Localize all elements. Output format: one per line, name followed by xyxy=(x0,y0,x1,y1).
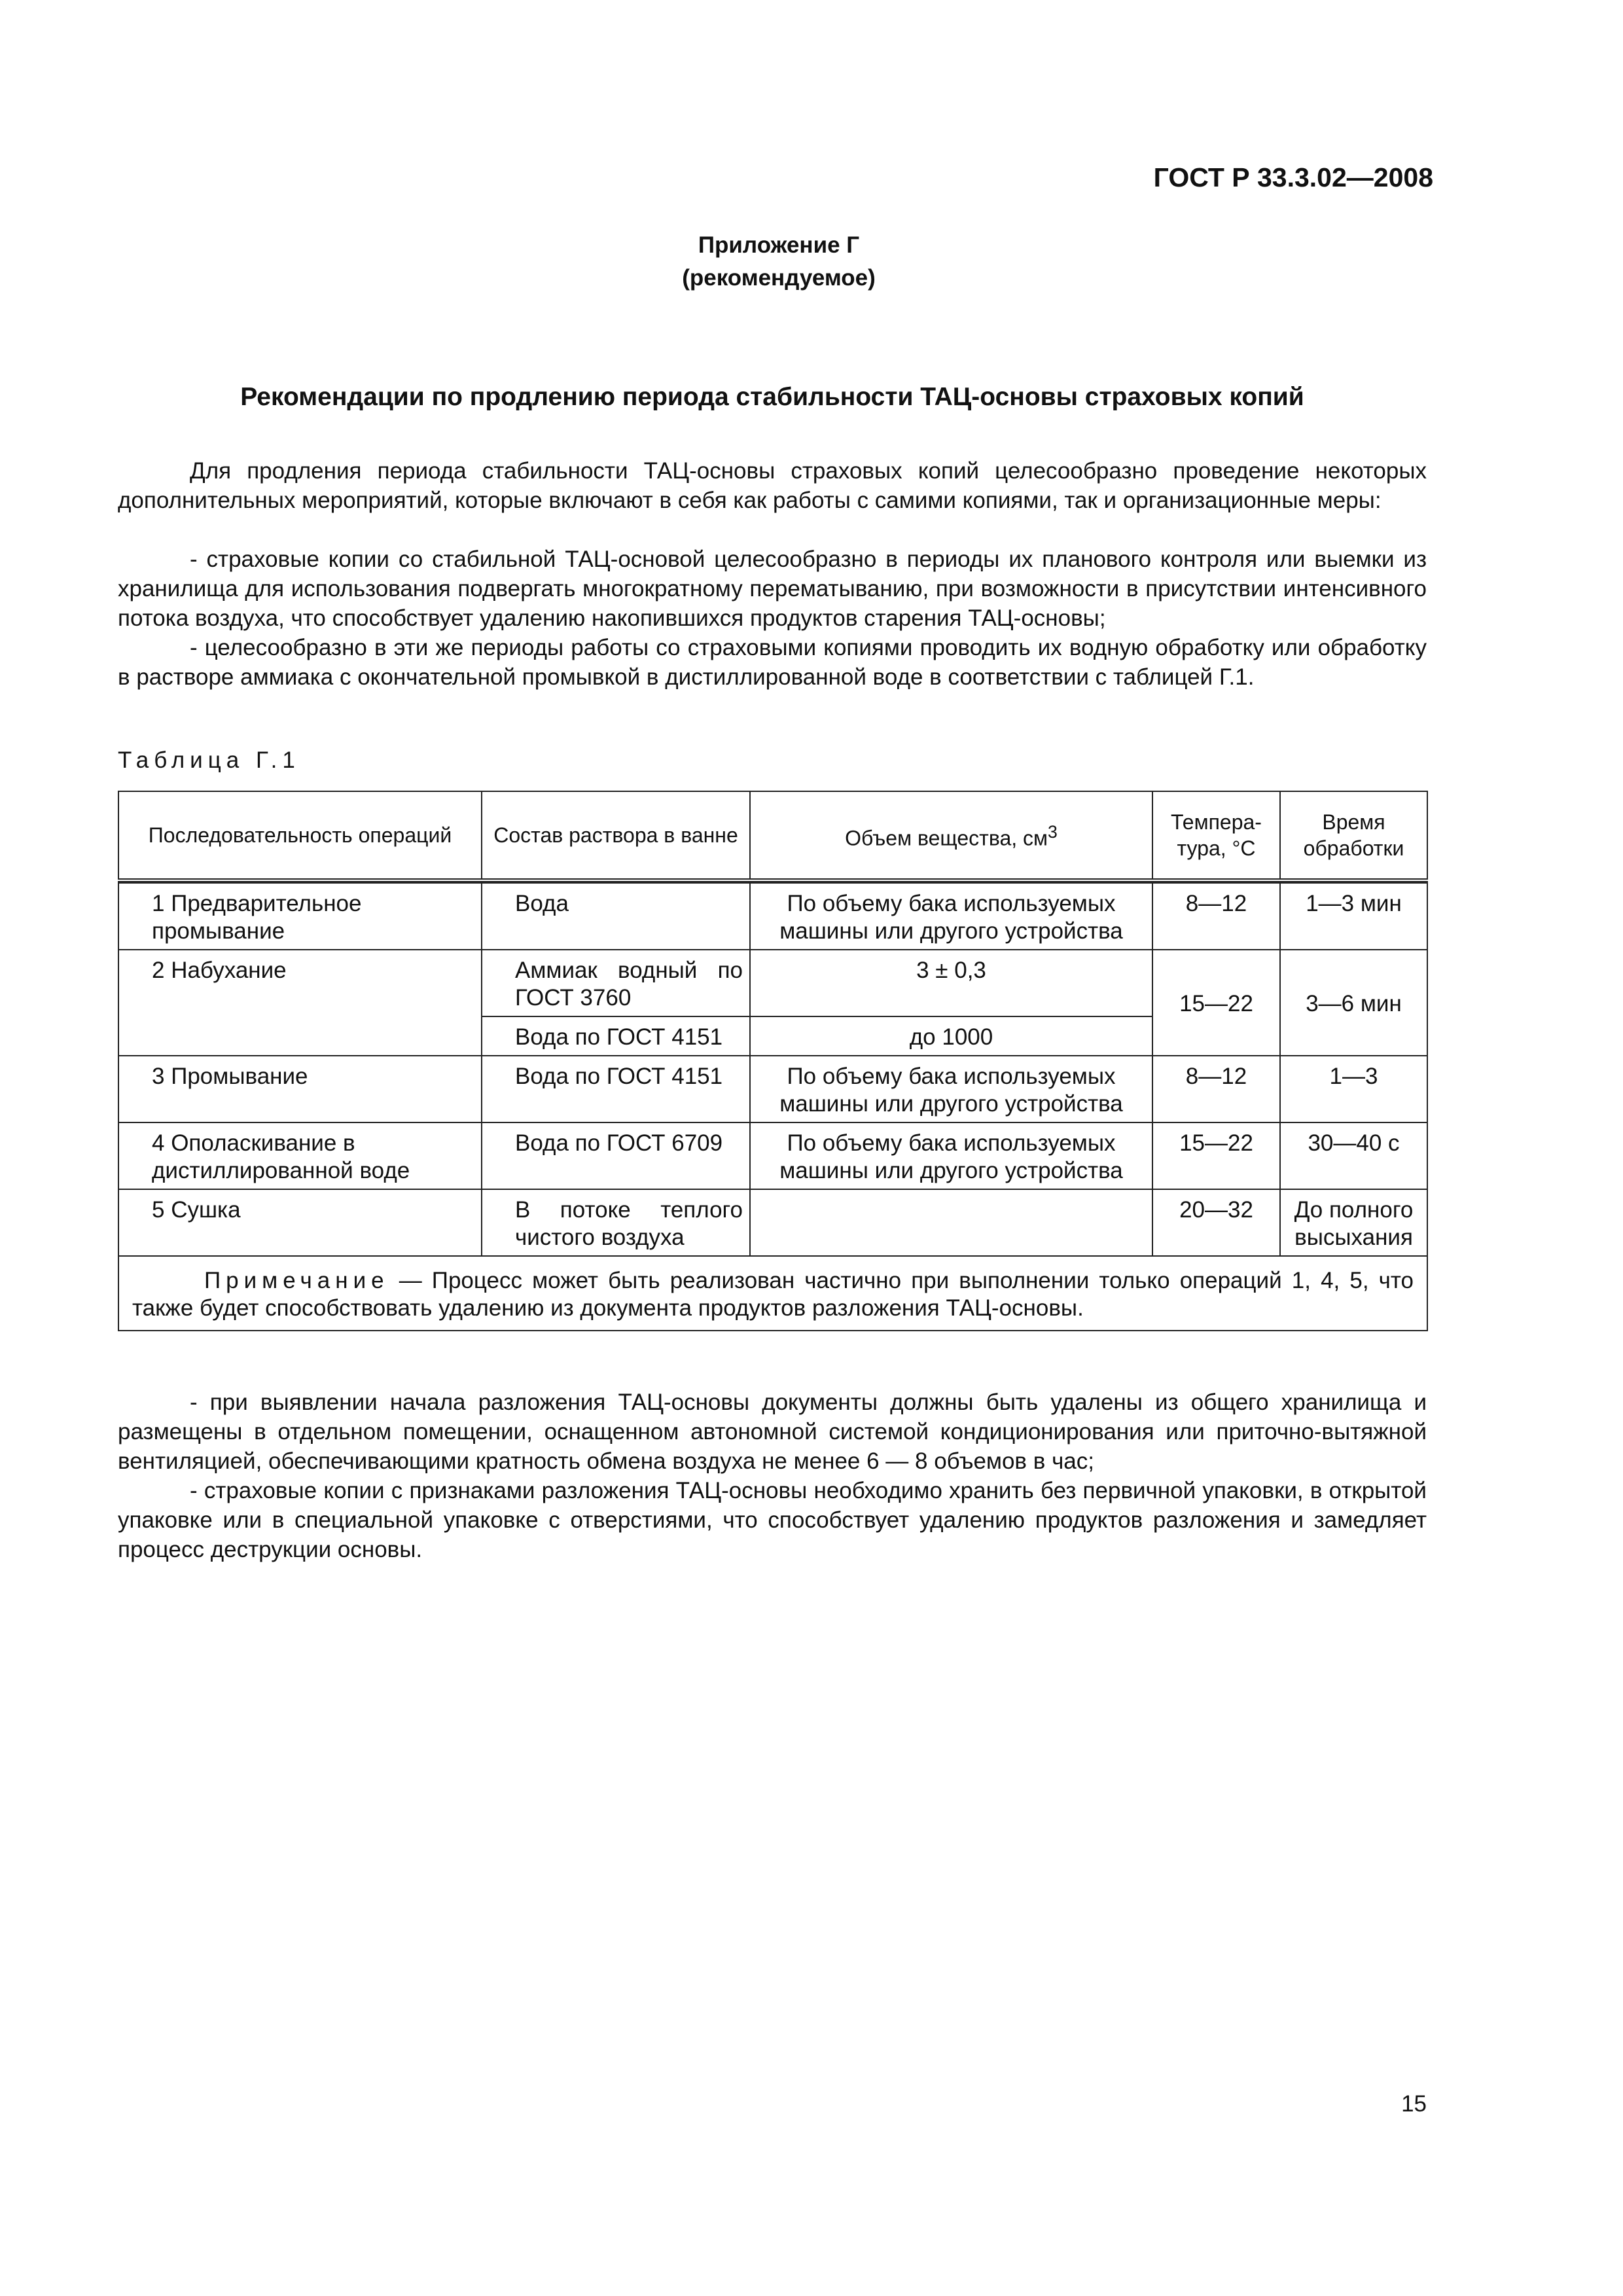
table-row xyxy=(118,1122,1427,1189)
cell-solution: Аммиак водный по ГОСТ 3760 xyxy=(482,950,750,1016)
cell-volume: По объему бака используемых машины или другого устройства xyxy=(750,1122,1152,1189)
table-note xyxy=(118,1256,1427,1331)
appendix-label: Приложение Г xyxy=(698,232,860,258)
cell-temperature: 15—22 xyxy=(1152,950,1280,1056)
header-volume xyxy=(750,791,1152,880)
table-row xyxy=(118,1056,1427,1122)
cell-operation: 1 Предварительное промывание xyxy=(118,883,482,950)
cell-solution: Вода по ГОСТ 4151 xyxy=(482,1016,750,1056)
appendix-title xyxy=(0,229,1558,295)
cell-time: 1—3 мин xyxy=(1280,883,1427,950)
cell-time: 30—40 с xyxy=(1280,1122,1427,1189)
note-text: — Процесс может быть реализован частично при выполнении только операций 1, 4, 5, что также будет способствовать удалению из документа продуктов разложения ТАЦ-основы. xyxy=(132,1268,1414,1321)
header-time: Время обработки xyxy=(1280,791,1427,880)
cell-temperature: 20—32 xyxy=(1152,1189,1280,1256)
cell-solution: Вода xyxy=(482,883,750,950)
cell-solution: Вода по ГОСТ 4151 xyxy=(482,1056,750,1122)
cell-temperature: 8—12 xyxy=(1152,883,1280,950)
appendix-status: (рекомендуемое) xyxy=(682,265,876,291)
cell-volume: до 1000 xyxy=(750,1016,1152,1056)
table-row xyxy=(118,1189,1427,1256)
bullet-paragraph: - страховые копии с признаками разложения ТАЦ-основы необходимо хранить без первичной упаковки, в открытой упаковке или в специальной упаковке с отверстиями, что способствует удалению продуктов разложения и замедляет процесс деструкции основы. xyxy=(118,1478,1427,1562)
cell-operation: 3 Промывание xyxy=(118,1056,482,1122)
treatment-table xyxy=(118,791,1428,1331)
cell-volume: По объему бака используемых машины или другого устройства xyxy=(750,1056,1152,1122)
bullet-paragraph: - целесообразно в эти же периоды работы со страховыми копиями проводить их водную обработку или обработку в растворе аммиака с окончательной промывкой в дистиллированной воде в соответствии с таблицей Г.1. xyxy=(118,635,1427,690)
cell-operation: 2 Набухание xyxy=(118,950,482,1056)
header-temperature: Темпера-тура, °С xyxy=(1152,791,1280,880)
cell-temperature: 8—12 xyxy=(1152,1056,1280,1122)
cell-operation: 5 Сушка xyxy=(118,1189,482,1256)
cell-operation: 4 Ополаскивание в дистиллированной воде xyxy=(118,1122,482,1189)
table-row xyxy=(118,950,1427,1016)
intro-paragraph: Для продления периода стабильности ТАЦ-основы страховых копий целесообразно проведение некоторых дополнительных мероприятий, которые включают в себя как работы с самими копиями, так и организационные меры: xyxy=(118,458,1427,513)
cell-volume: 3 ± 0,3 xyxy=(750,950,1152,1016)
cell-temperature: 15—22 xyxy=(1152,1122,1280,1189)
header-solution: Состав раствора в ванне xyxy=(482,791,750,880)
cell-solution: В потоке теплого чистого воздуха xyxy=(482,1189,750,1256)
header-operations: Последовательность операций xyxy=(118,791,482,880)
cell-time: 1—3 xyxy=(1280,1056,1427,1122)
cell-solution: Вода по ГОСТ 6709 xyxy=(482,1122,750,1189)
header-volume-unit-exp: 3 xyxy=(1048,822,1058,842)
bullet-paragraph: - страховые копии со стабильной ТАЦ-основой целесообразно в периоды их планового контроля или выемки из хранилища для использования подвергать многократному перематыванию, при возможности в присутствии интенсивного потока воздуха, что способствует удалению накопившихся продуктов старения ТАЦ-основы; xyxy=(118,547,1427,631)
page-number: 15 xyxy=(1401,2091,1427,2117)
cell-volume: По объему бака используемых машины или другого устройства xyxy=(750,883,1152,950)
header-volume-text: Объем вещества, см xyxy=(845,826,1048,850)
bullet-paragraph: - при выявлении начала разложения ТАЦ-основы документы должны быть удалены из общего хранилища и размещены в отдельном помещении, оснащенном автономной системой кондиционирования или приточно-вытяжной вентиляцией, обеспечивающими кратность обмена воздуха не менее 6 — 8 объемов в час; xyxy=(118,1390,1427,1474)
table-header-row xyxy=(118,791,1427,880)
table-caption: Таблица Г.1 xyxy=(118,747,300,773)
table-row xyxy=(118,883,1427,950)
cell-time: До полного высыхания xyxy=(1280,1189,1427,1256)
section-heading: Рекомендации по продлению периода стабильности ТАЦ-основы страховых копий xyxy=(240,383,1304,411)
document-code: ГОСТ Р 33.3.02—2008 xyxy=(1153,162,1433,192)
note-label: Примечание xyxy=(204,1268,389,1293)
table-note-row xyxy=(118,1256,1427,1331)
cell-time: 3—6 мин xyxy=(1280,950,1427,1056)
cell-volume xyxy=(750,1189,1152,1256)
